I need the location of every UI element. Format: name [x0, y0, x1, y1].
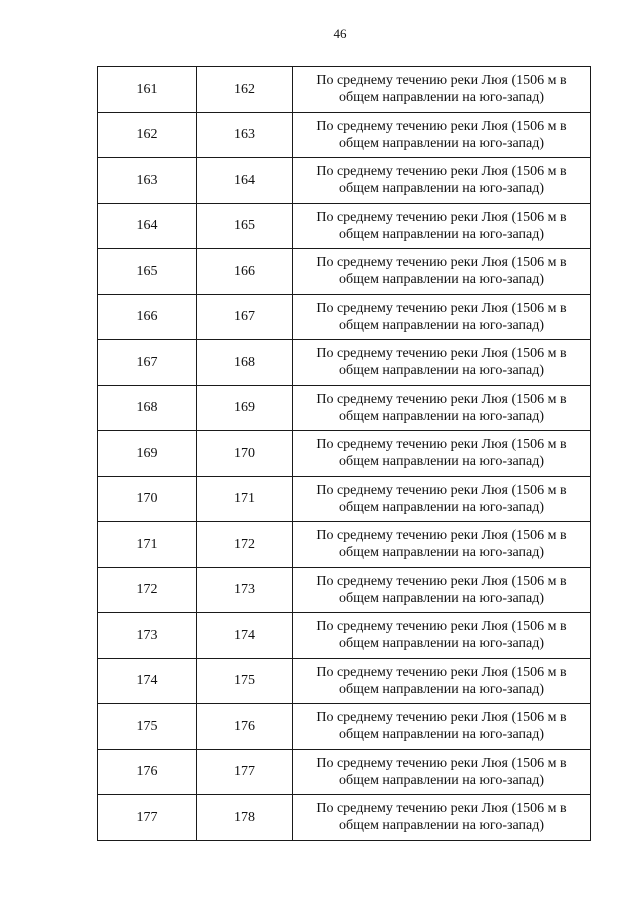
cell-from-point: 164	[98, 203, 197, 249]
cell-from-point: 175	[98, 704, 197, 750]
cell-from-point: 176	[98, 749, 197, 795]
cell-to-point: 166	[197, 249, 293, 295]
cell-from-point: 171	[98, 522, 197, 568]
cell-description: По среднему течению реки Люя (1506 м в общем направлении на юго-запад)	[293, 431, 591, 477]
cell-from-point: 161	[98, 67, 197, 113]
cell-description: По среднему течению реки Люя (1506 м в общем направлении на юго-запад)	[293, 385, 591, 431]
cell-to-point: 163	[197, 112, 293, 158]
boundary-points-table	[97, 66, 591, 841]
cell-to-point: 173	[197, 567, 293, 613]
cell-description: По среднему течению реки Люя (1506 м в общем направлении на юго-запад)	[293, 67, 591, 113]
cell-description: По среднему течению реки Люя (1506 м в общем направлении на юго-запад)	[293, 658, 591, 704]
cell-description: По среднему течению реки Люя (1506 м в общем направлении на юго-запад)	[293, 749, 591, 795]
cell-description: По среднему течению реки Люя (1506 м в общем направлении на юго-запад)	[293, 522, 591, 568]
table-row	[98, 795, 591, 841]
cell-from-point: 174	[98, 658, 197, 704]
cell-from-point: 163	[98, 158, 197, 204]
cell-to-point: 170	[197, 431, 293, 477]
table-row	[98, 249, 591, 295]
cell-to-point: 162	[197, 67, 293, 113]
table-row	[98, 704, 591, 750]
cell-from-point: 166	[98, 294, 197, 340]
cell-to-point: 174	[197, 613, 293, 659]
cell-from-point: 172	[98, 567, 197, 613]
cell-to-point: 167	[197, 294, 293, 340]
table-row	[98, 567, 591, 613]
cell-from-point: 173	[98, 613, 197, 659]
cell-to-point: 169	[197, 385, 293, 431]
cell-description: По среднему течению реки Люя (1506 м в общем направлении на юго-запад)	[293, 203, 591, 249]
table-row	[98, 340, 591, 386]
cell-description: По среднему течению реки Люя (1506 м в общем направлении на юго-запад)	[293, 567, 591, 613]
cell-from-point: 167	[98, 340, 197, 386]
cell-to-point: 175	[197, 658, 293, 704]
cell-description: По среднему течению реки Люя (1506 м в общем направлении на юго-запад)	[293, 704, 591, 750]
page-number: 46	[333, 26, 347, 41]
cell-from-point: 170	[98, 476, 197, 522]
cell-to-point: 176	[197, 704, 293, 750]
table-row	[98, 476, 591, 522]
cell-from-point: 162	[98, 112, 197, 158]
table-row	[98, 522, 591, 568]
cell-from-point: 168	[98, 385, 197, 431]
cell-description: По среднему течению реки Люя (1506 м в общем направлении на юго-запад)	[293, 476, 591, 522]
table-row	[98, 749, 591, 795]
cell-description: По среднему течению реки Люя (1506 м в общем направлении на юго-запад)	[293, 158, 591, 204]
cell-from-point: 165	[98, 249, 197, 295]
cell-to-point: 168	[197, 340, 293, 386]
cell-to-point: 178	[197, 795, 293, 841]
cell-description: По среднему течению реки Люя (1506 м в общем направлении на юго-запад)	[293, 613, 591, 659]
table-row	[98, 294, 591, 340]
table-row	[98, 203, 591, 249]
table-body	[98, 67, 591, 841]
table-row	[98, 385, 591, 431]
cell-to-point: 171	[197, 476, 293, 522]
table-row	[98, 613, 591, 659]
cell-to-point: 165	[197, 203, 293, 249]
cell-description: По среднему течению реки Люя (1506 м в общем направлении на юго-запад)	[293, 340, 591, 386]
table-row	[98, 658, 591, 704]
cell-description: По среднему течению реки Люя (1506 м в общем направлении на юго-запад)	[293, 112, 591, 158]
table-row	[98, 431, 591, 477]
cell-from-point: 177	[98, 795, 197, 841]
cell-description: По среднему течению реки Люя (1506 м в общем направлении на юго-запад)	[293, 795, 591, 841]
cell-to-point: 164	[197, 158, 293, 204]
table-row	[98, 67, 591, 113]
table-row	[98, 112, 591, 158]
cell-to-point: 177	[197, 749, 293, 795]
cell-description: По среднему течению реки Люя (1506 м в общем направлении на юго-запад)	[293, 249, 591, 295]
table-row	[98, 158, 591, 204]
cell-description: По среднему течению реки Люя (1506 м в общем направлении на юго-запад)	[293, 294, 591, 340]
cell-from-point: 169	[98, 431, 197, 477]
cell-to-point: 172	[197, 522, 293, 568]
